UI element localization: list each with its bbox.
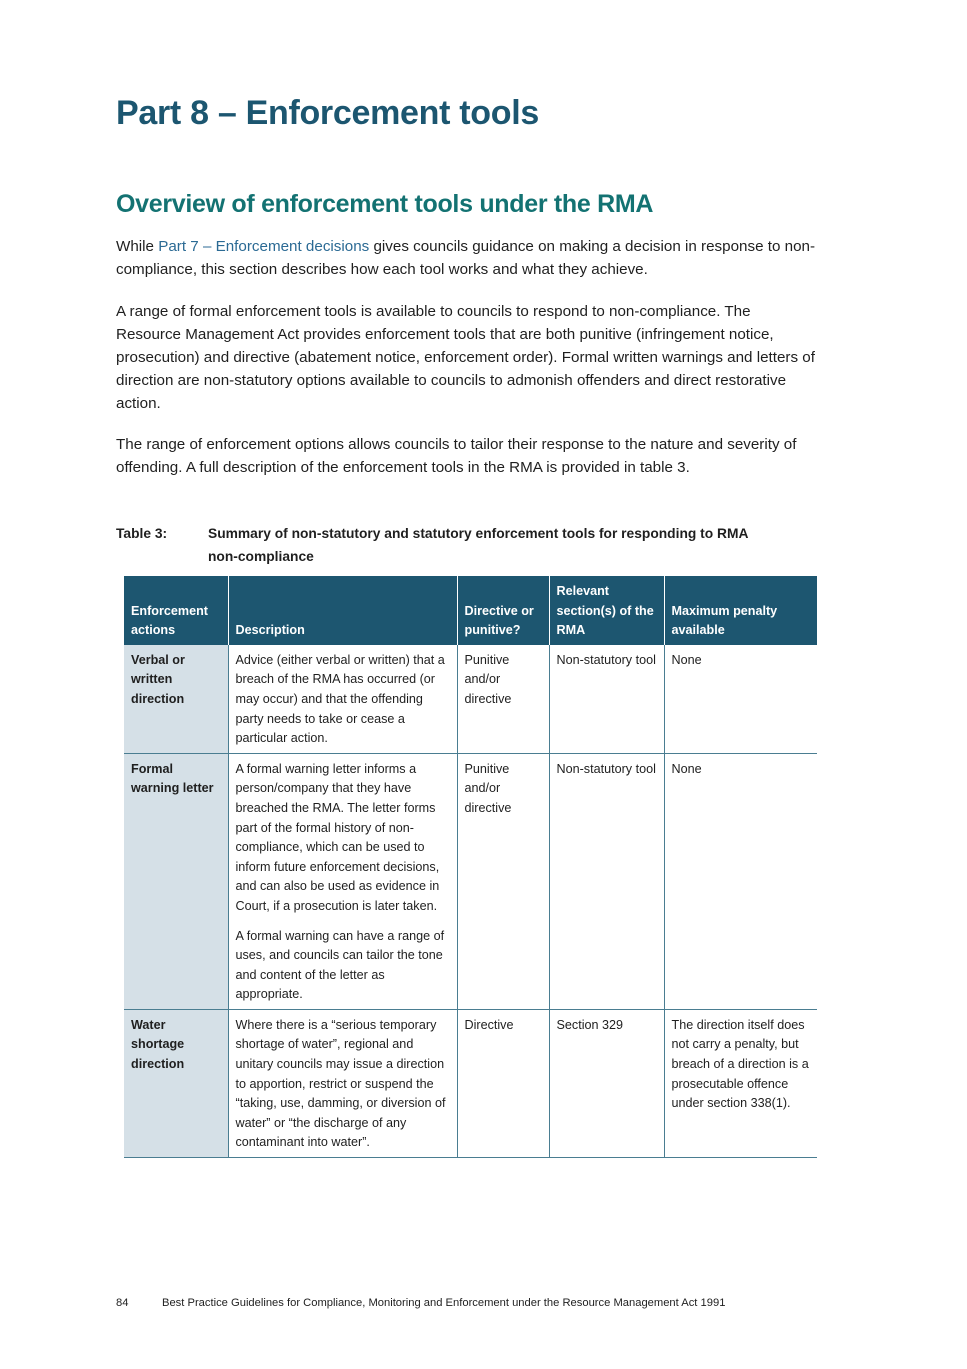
cell-type: Punitive and/or directive [457, 753, 549, 1009]
header-relevant-sections: Relevant section(s) of the RMA [549, 576, 664, 645]
table-row [124, 645, 817, 753]
cell-penalty: The direction itself does not carry a penalty, but breach of a direction is a prosecutable offence under section 338(1). [664, 1009, 817, 1157]
intro-text-before-link: While [116, 238, 159, 255]
table-row [124, 753, 817, 1009]
intro-text-after-link: gives councils guidance on making a decision in response to non-compliance, this section describes how each tool works and what they achieve. [116, 238, 816, 278]
table-caption-number: Table 3: [116, 526, 168, 541]
intro-paragraph-3: The range of enforcement options allows councils to tailor their response to the nature and severity of offending. A full description of the enforcement tools in the RMA is provided in table 3. [116, 436, 797, 476]
cell-section: Non-statutory tool [549, 753, 664, 1009]
intro-paragraph-2: A range of formal enforcement tools is available to councils to respond to non-compliance. The Resource Management Act provides enforcement tools that are both punitive (infringement notice, prosecution) and directive (abatement notice, enforcement order). Formal written warnings and letters of direction are non-statutory options available to councils to admonish offenders and direct restorative action. [116, 303, 815, 412]
page-title: Part 8 – Enforcement tools [116, 94, 539, 132]
header-description: Description [228, 576, 457, 645]
cell-penalty: None [664, 753, 817, 1009]
description-paragraph: Where there is a “serious temporary shortage of water”, regional and unitary councils may issue a direction to apportion, restrict or suspend the “taking, use, damming, or diversion of water” or “the discharge of any contaminant into water”. [235, 1017, 446, 1150]
header-maximum-penalty: Maximum penalty available [664, 576, 817, 645]
cell-action: Verbal or written direction [124, 645, 228, 753]
description-paragraph: A formal warning can have a range of uses, and councils can tailor the tone and content of the letter as appropriate. [235, 928, 445, 1002]
footer-title: Best Practice Guidelines for Compliance, Monitoring and Enforcement under the Resource Management Act 1991 [162, 1297, 726, 1309]
intro-paragraph-1 [116, 235, 816, 281]
table-header-row [124, 576, 817, 645]
cell-type: Punitive and/or directive [457, 645, 549, 753]
cell-description [228, 753, 457, 1009]
cell-section: Non-statutory tool [549, 645, 664, 753]
table-caption-title: Summary of non-statutory and statutory enforcement tools for responding to RMA non-compliance [208, 526, 748, 564]
cell-action: Formal warning letter [124, 753, 228, 1009]
cell-penalty: None [664, 645, 817, 753]
header-enforcement-actions: Enforcement actions [124, 576, 228, 645]
description-paragraph: Advice (either verbal or written) that a breach of the RMA has occurred (or may occur) and that the offending party needs to take or cease a particular action. [235, 652, 445, 746]
cell-action: Water shortage direction [124, 1009, 228, 1157]
table-row [124, 1009, 817, 1157]
cell-description [228, 1009, 457, 1157]
description-paragraph: A formal warning letter informs a person/company that they have breached the RMA. The letter forms part of the formal history of non-compliance, which can be used to inform future enforcement decisions, and can also be used as evidence in Court, if a prosecution is later taken. [235, 761, 440, 913]
cell-type: Directive [457, 1009, 549, 1157]
page-number: 84 [116, 1297, 129, 1309]
cell-section: Section 329 [549, 1009, 664, 1157]
part-7-link[interactable]: Part 7 – Enforcement decisions [158, 238, 370, 255]
enforcement-tools-table [124, 576, 817, 1158]
cell-description [228, 645, 457, 753]
section-heading: Overview of enforcement tools under the RMA [116, 190, 654, 218]
header-directive-or-punitive: Directive or punitive? [457, 576, 549, 645]
